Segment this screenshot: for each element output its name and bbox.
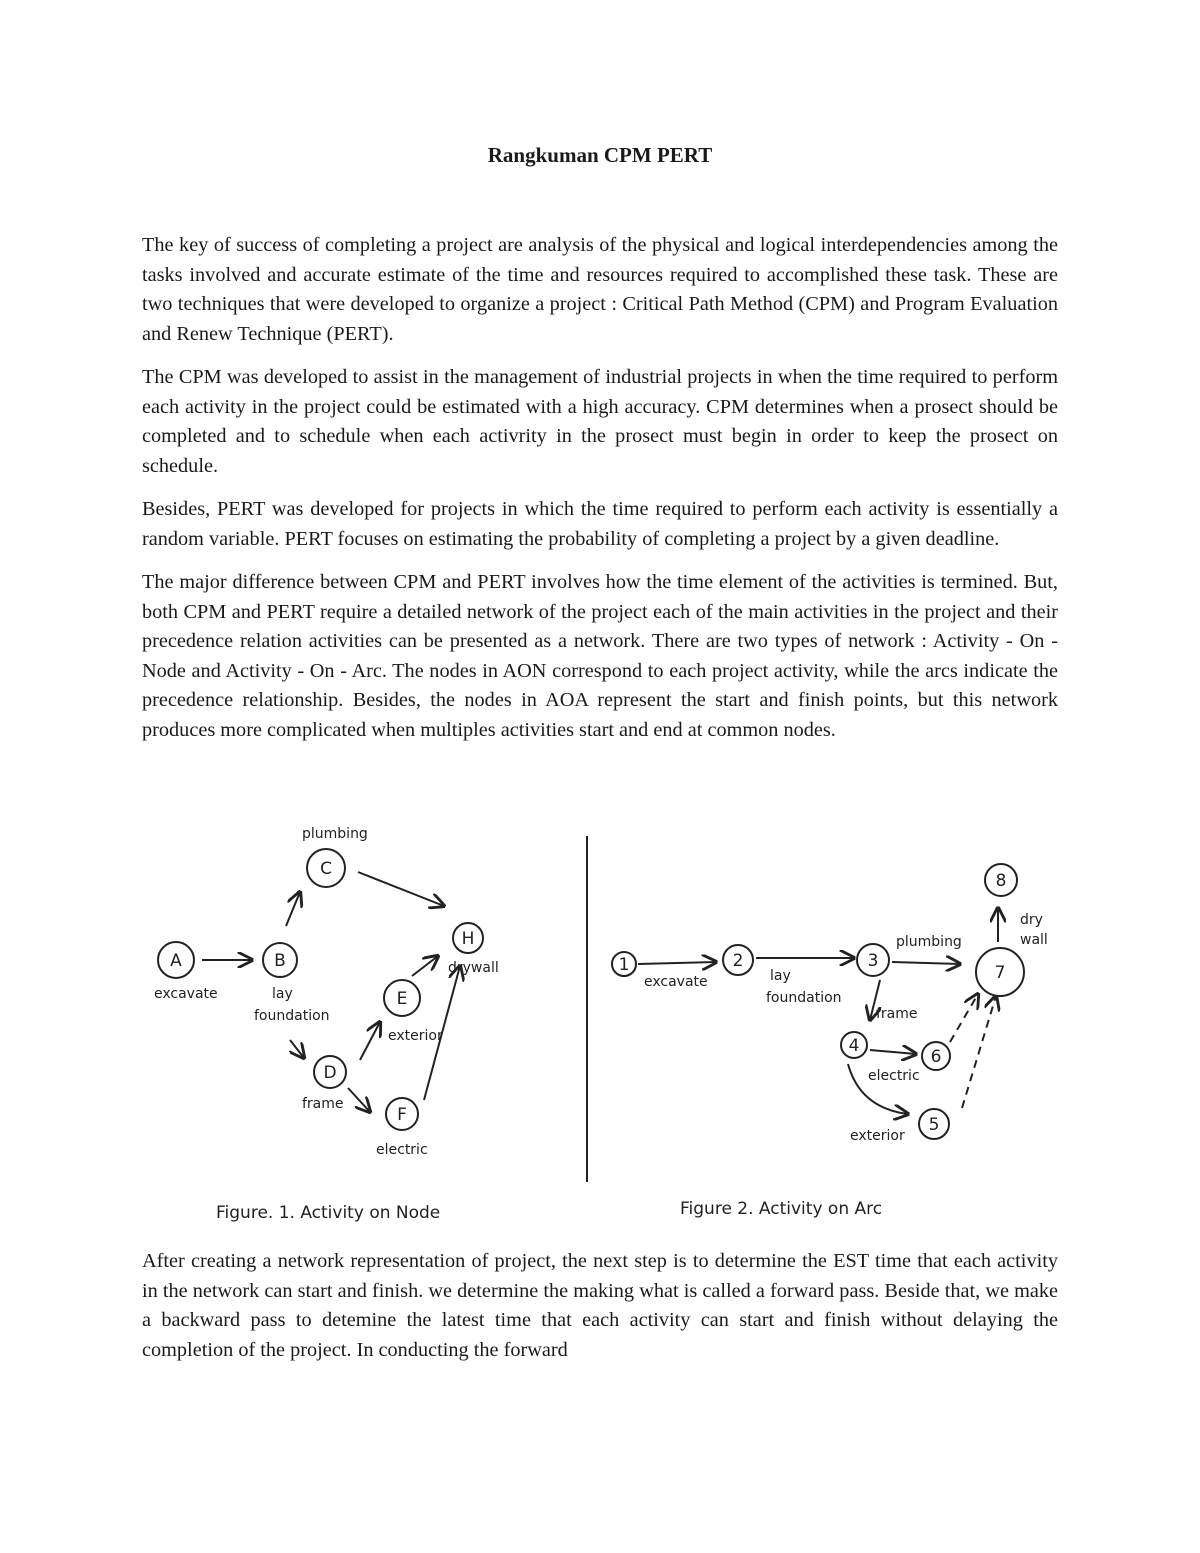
figure-1-caption: Figure. 1. Activity on Node: [216, 1203, 441, 1223]
node-a-label: A: [170, 951, 182, 971]
arc-4-6: [870, 1050, 916, 1054]
label-excavate: excavate: [644, 974, 708, 990]
label-drywall: drywall: [448, 960, 499, 976]
label-frame: frame: [876, 1006, 918, 1022]
network-figures: [140, 822, 1080, 1232]
edge-d-e: [360, 1022, 380, 1060]
label-exterior: exterior: [850, 1128, 905, 1144]
figure-2-caption: Figure 2. Activity on Arc: [680, 1199, 883, 1219]
edge-b-c: [286, 892, 300, 926]
node-h-label: H: [461, 929, 475, 949]
edge-c-h: [358, 872, 444, 906]
paragraph: After creating a network representation of project, the next step is to determine the EST time that each activity in the network can start and finish. we determine the making what is called a forward pass. Beside that, we make a backward pass to detemine the latest time that each activity can start and finish without delaying the completion of the project. In conducting the forward: [142, 1250, 1058, 1361]
label-foundation: foundation: [254, 1008, 330, 1024]
label-dry: dry: [1020, 912, 1043, 928]
body-text-bottom: [142, 1247, 1058, 1379]
arc-3-7: [892, 962, 960, 964]
edge-e-h: [412, 956, 438, 976]
label-foundation: foundation: [766, 990, 842, 1006]
node-b-label: B: [274, 951, 286, 971]
node-4-label: 4: [848, 1036, 860, 1056]
label-plumbing: plumbing: [302, 826, 368, 842]
node-5-label: 5: [928, 1115, 940, 1135]
figure-2-activity-on-arc: [612, 864, 1048, 1219]
arc-1-2: [638, 962, 716, 964]
node-7-label: 7: [994, 963, 1006, 983]
node-d-label: D: [323, 1063, 337, 1083]
node-f-label: F: [397, 1105, 407, 1125]
figure-1-activity-on-node: [154, 826, 499, 1223]
node-6-label: 6: [930, 1047, 942, 1067]
node-3-label: 3: [867, 951, 879, 971]
label-exterior: exterior: [388, 1028, 443, 1044]
node-1-label: 1: [618, 955, 630, 975]
label-electric: electric: [868, 1068, 920, 1084]
label-lay: lay: [272, 986, 293, 1002]
node-2-label: 2: [732, 951, 744, 971]
node-c-label: C: [320, 859, 332, 879]
label-wall: wall: [1020, 932, 1048, 948]
figures-area: [140, 822, 1080, 1232]
edge-d-f: [348, 1088, 370, 1112]
paragraph: The key of success of completing a project are analysis of the physical and logical interdependencies among the tasks involved and accurate estimate of the time and resources required to accomplished these task. These are two techniques that were developed to organize a project : Critical Path Method (CPM) and Program Evaluation and Renew Technique (PERT).: [142, 234, 1058, 345]
label-electric: electric: [376, 1142, 428, 1158]
label-plumbing: plumbing: [896, 934, 962, 950]
paragraph: The CPM was developed to assist in the management of industrial projects in when the time required to perform each activity in the project could be estimated with a high accuracy. CPM determines when a prosect should be completed and to schedule when each activrity in the prosect must begin in order to keep the prosect on schedule.: [142, 366, 1058, 477]
edge-b-d: [290, 1040, 304, 1058]
label-lay: lay: [770, 968, 791, 984]
label-frame: frame: [302, 1096, 344, 1112]
body-text-top: [142, 231, 1058, 759]
arc-6-7: [950, 994, 978, 1042]
node-8-label: 8: [995, 871, 1007, 891]
paragraph: Besides, PERT was developed for projects in which the time required to perform each activity is essentially a random variable. PERT focuses on estimating the probability of completing a project by a given deadline.: [142, 498, 1058, 550]
document-title: Rangkuman CPM PERT: [487, 143, 713, 167]
label-excavate: excavate: [154, 986, 218, 1002]
paragraph: The major difference between CPM and PERT involves how the time element of the activities is termined. But, both CPM and PERT require a detailed network of the project each of the main activities in the project and their precedence relation activities can be presented as a network. There are two types of network : Activity - On - Node and Activity - On - Arc. The nodes in AON correspond to each project activity, while the arcs indicate the precedence relationship. Besides, the nodes in AOA represent the start and finish points, but this network produces more complicated when multiples activities start and end at common nodes.: [142, 571, 1058, 741]
node-e-label: E: [396, 989, 408, 1009]
